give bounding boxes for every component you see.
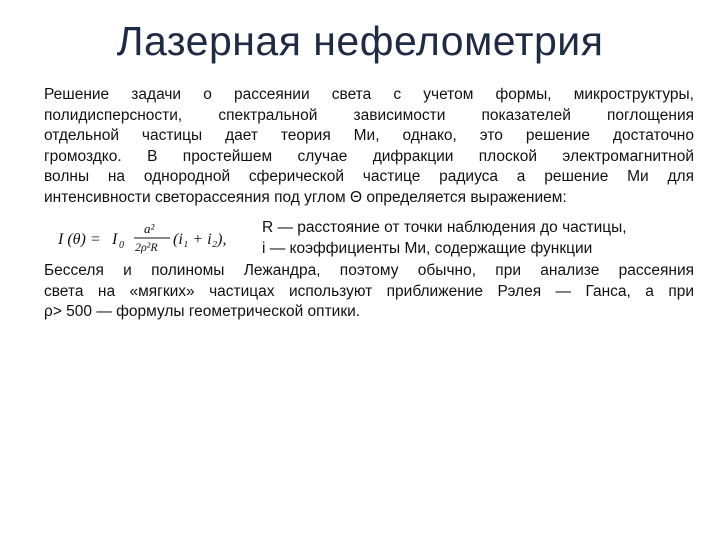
mie-intensity-formula <box>58 218 238 258</box>
formula-denominator: 2ρ²R <box>135 240 158 254</box>
text-line: волны на однородной сферической частице радиуса a решение Ми для <box>44 168 694 185</box>
formula-i0-sub: 0 <box>119 240 124 251</box>
text-line: интенсивности светорассеяния под углом Θ определяется выражением: <box>44 189 567 206</box>
formula-paren: (i₁ + i₂), <box>173 231 227 248</box>
note-r: R — расстояние от точки наблюдения до частицы, <box>262 219 627 236</box>
text-line: Бесселя и полиномы Лежандра, поэтому обычно, при анализе рассеяния <box>44 262 694 279</box>
text-line: громоздко. В простейшем случае дифракции плоской электромагнитной <box>44 148 694 165</box>
text-line: полидисперсности, спектральной зависимости показателей поглощения <box>44 107 694 124</box>
note-i: i — коэффициенты Ми, содержащие функции <box>262 240 593 257</box>
formula-lhs: I (θ) = <box>58 231 101 248</box>
text-line: отдельной частицы дает теория Ми, однако, это решение достаточно <box>44 127 694 144</box>
formula-i0: I <box>112 231 118 248</box>
text-line: ρ> 500 — формулы геометрической оптики. <box>44 303 361 320</box>
text-line: Решение задачи о рассеянии света с учетом формы, микроструктуры, <box>44 86 694 103</box>
formula-numerator: a² <box>144 221 155 236</box>
slide-title: Лазерная нефелометрия <box>116 18 604 64</box>
text-line: света на «мягких» частицах используют приближение Рэлея — Ганса, а при <box>44 283 694 300</box>
